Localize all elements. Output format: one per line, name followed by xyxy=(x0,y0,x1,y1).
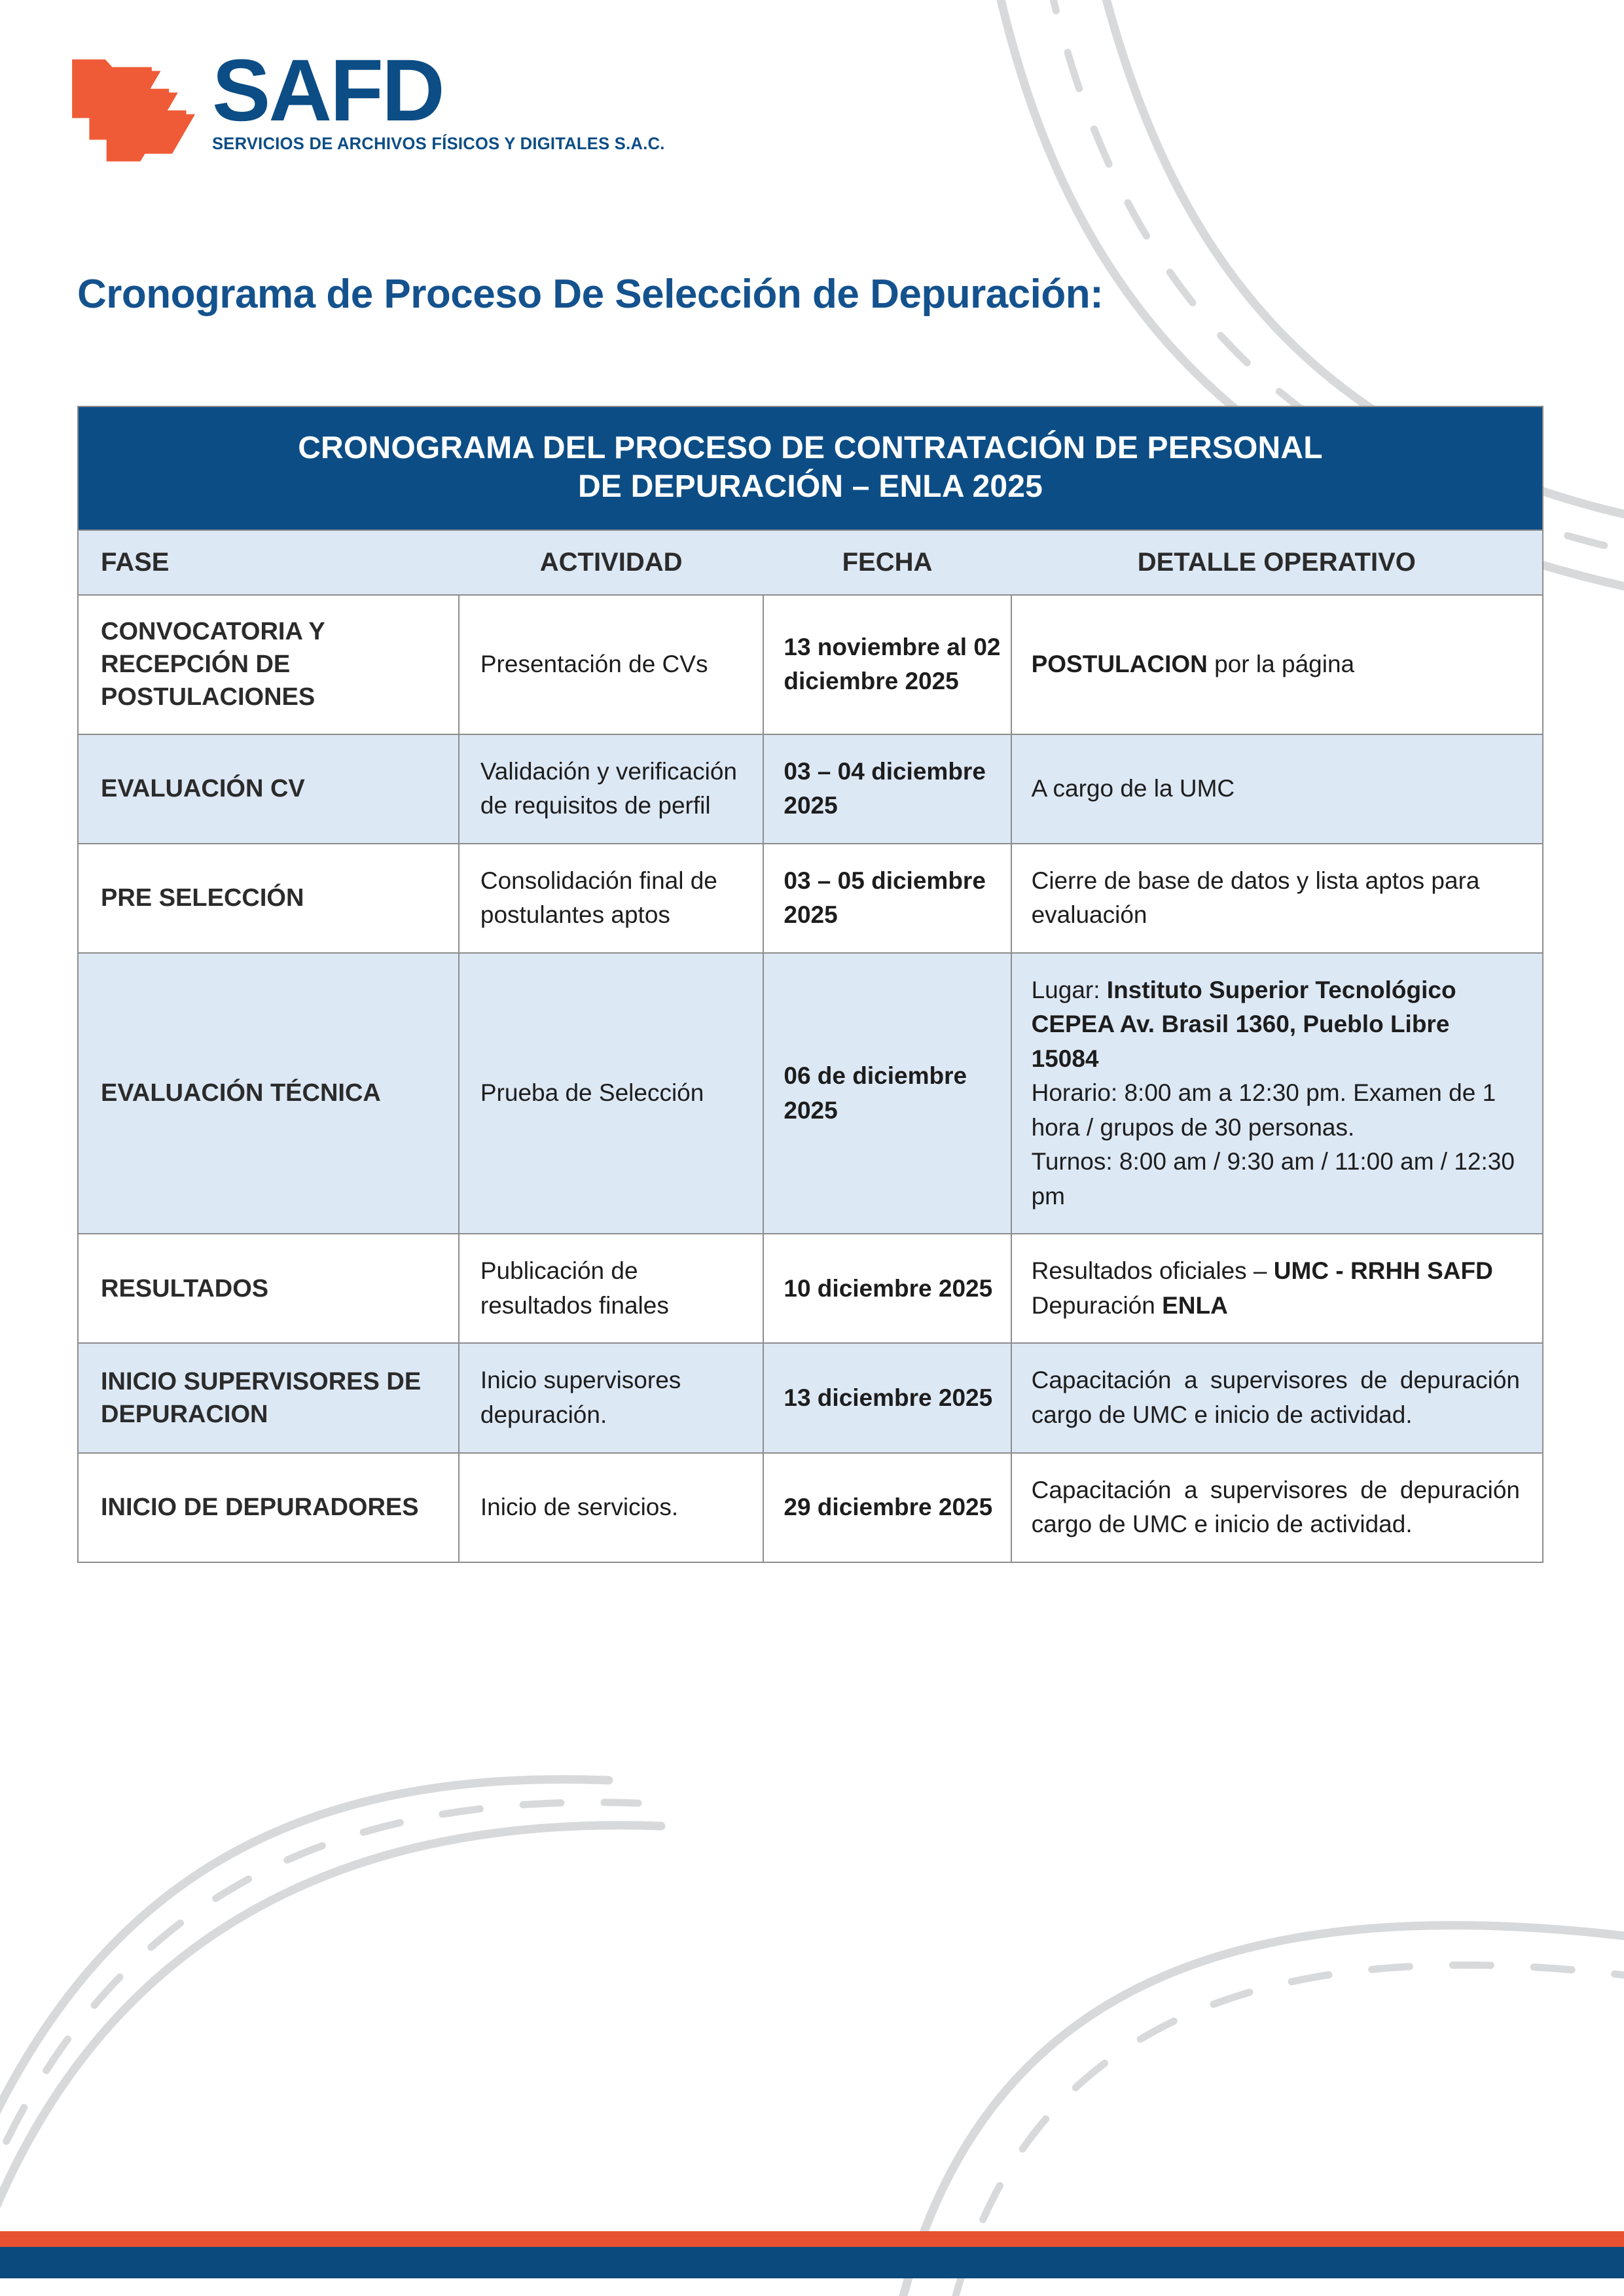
stacked-folders-icon xyxy=(69,54,203,175)
table-row xyxy=(78,1343,1543,1452)
cell-actividad: Consolidación final de postulantes aptos xyxy=(459,844,764,953)
cell-fase: PRE SELECCIÓN xyxy=(78,844,459,953)
table-row xyxy=(78,953,1543,1234)
detalle-horario: Horario: 8:00 am a 12:30 pm. Examen de 1 hora / grupos de 30 personas. xyxy=(1031,1079,1496,1141)
brand-name: SAFD xyxy=(212,42,443,139)
detalle-bold-2: ENLA xyxy=(1162,1291,1228,1319)
cell-detalle xyxy=(1011,595,1543,734)
table-caption-line2: DE DEPURACIÓN – ENLA 2025 xyxy=(577,469,1043,504)
cell-detalle: Capacitación a supervisores de depuración cargo de UMC e inicio de actividad. xyxy=(1011,1453,1543,1562)
cell-fecha: 03 – 04 diciembre 2025 xyxy=(763,734,1011,844)
cronograma-table xyxy=(77,406,1543,1563)
cell-fecha: 10 diciembre 2025 xyxy=(763,1234,1011,1343)
cronograma-table-wrapper xyxy=(77,406,1543,1563)
detalle-pre: Resultados oficiales – xyxy=(1031,1257,1274,1285)
detalle-bold: POSTULACION xyxy=(1031,651,1208,678)
cell-actividad: Inicio de servicios. xyxy=(459,1453,764,1562)
brand-logo xyxy=(69,42,665,175)
table-row xyxy=(78,1453,1543,1562)
detalle-bold-1: UMC - RRHH SAFD xyxy=(1273,1257,1493,1285)
cell-fecha: 13 diciembre 2025 xyxy=(763,1343,1011,1452)
footer-orange-bar xyxy=(0,2231,1624,2247)
page-title: Cronograma de Proceso De Selección de Depuración: xyxy=(77,272,1104,317)
detalle-label: Lugar: xyxy=(1031,976,1107,1003)
cell-detalle xyxy=(1011,953,1543,1234)
table-row xyxy=(78,595,1543,734)
cell-fecha: 06 de diciembre 2025 xyxy=(763,953,1011,1234)
detalle-rest: por la página xyxy=(1207,651,1355,678)
brand-tagline: SERVICIOS DE ARCHIVOS FÍSICOS Y DIGITALES S.A.C. xyxy=(212,135,665,154)
cell-fecha: 03 – 05 diciembre 2025 xyxy=(763,844,1011,953)
cell-detalle: Capacitación a supervisores de depuración cargo de UMC e inicio de actividad. xyxy=(1011,1343,1543,1452)
cell-fase: INICIO DE DEPURADORES xyxy=(78,1453,459,1562)
table-row xyxy=(78,844,1543,953)
column-header-actividad: ACTIVIDAD xyxy=(459,530,764,595)
column-header-fecha: FECHA xyxy=(763,530,1011,595)
cell-fase: EVALUACIÓN TÉCNICA xyxy=(78,953,459,1234)
cell-fase: RESULTADOS xyxy=(78,1234,459,1343)
cell-fase: CONVOCATORIA Y RECEPCIÓN DE POSTULACIONES xyxy=(78,595,459,734)
footer-blue-bar xyxy=(0,2247,1624,2278)
table-caption xyxy=(78,406,1543,530)
detalle-mid: Depuración xyxy=(1031,1291,1163,1319)
detalle-turnos: Turnos: 8:00 am / 9:30 am / 11:00 am / 12:30 pm xyxy=(1031,1148,1515,1210)
table-row xyxy=(78,734,1543,844)
cell-detalle: A cargo de la UMC xyxy=(1011,734,1543,844)
table-caption-row xyxy=(78,406,1543,530)
cell-actividad: Prueba de Selección xyxy=(459,953,764,1234)
cell-detalle xyxy=(1011,1234,1543,1343)
table-header-row xyxy=(78,530,1543,595)
table-caption-line1: CRONOGRAMA DEL PROCESO DE CONTRATACIÓN DE PERSONAL xyxy=(298,431,1323,465)
cell-actividad: Publicación de resultados finales xyxy=(459,1234,764,1343)
cell-actividad: Inicio supervisores depuración. xyxy=(459,1343,764,1452)
cell-fase: INICIO SUPERVISORES DE DEPURACION xyxy=(78,1343,459,1452)
cell-actividad: Presentación de CVs xyxy=(459,595,764,734)
column-header-detalle: DETALLE OPERATIVO xyxy=(1011,530,1543,595)
detalle-place: Instituto Superior Tecnológico CEPEA Av. Brasil 1360, Pueblo Libre 15084 xyxy=(1031,976,1456,1072)
cell-fecha: 13 noviembre al 02 diciembre 2025 xyxy=(763,595,1011,734)
cell-detalle: Cierre de base de datos y lista aptos para evaluación xyxy=(1011,844,1543,953)
table-row xyxy=(78,1234,1543,1343)
cell-actividad: Validación y verificación de requisitos de perfil xyxy=(459,734,764,844)
cell-fecha: 29 diciembre 2025 xyxy=(763,1453,1011,1562)
column-header-fase: FASE xyxy=(78,530,459,595)
cell-fase: EVALUACIÓN CV xyxy=(78,734,459,844)
